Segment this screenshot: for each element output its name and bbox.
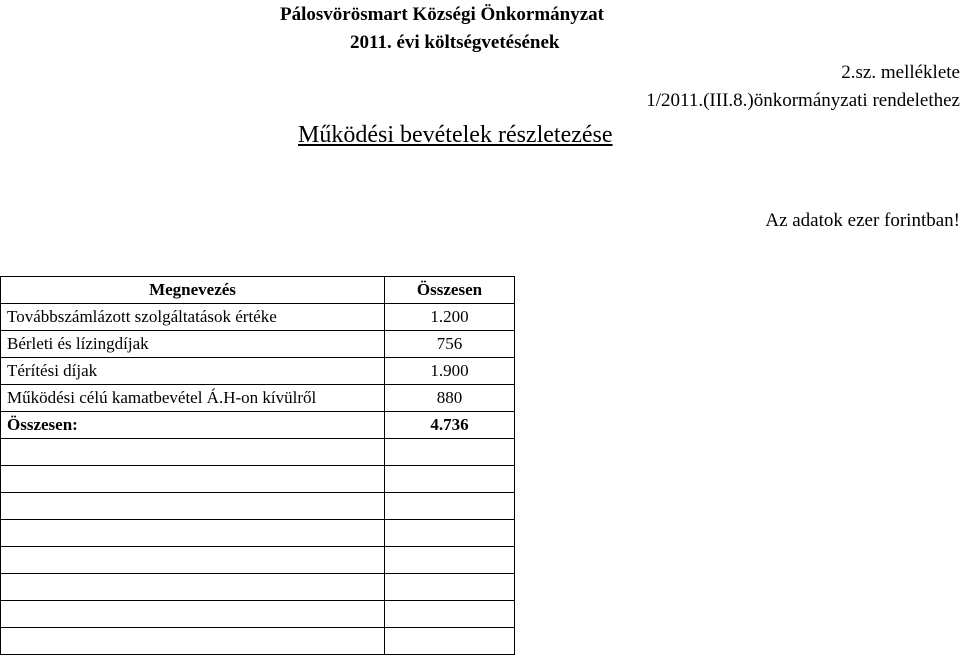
empty-cell	[1, 601, 385, 628]
total-label: Összesen:	[1, 412, 385, 439]
empty-row	[1, 493, 515, 520]
empty-row	[1, 601, 515, 628]
empty-cell	[385, 520, 515, 547]
row-value: 880	[385, 385, 515, 412]
column-header-name: Megnevezés	[1, 277, 385, 304]
empty-row	[1, 547, 515, 574]
row-value: 756	[385, 331, 515, 358]
column-header-total: Összesen	[385, 277, 515, 304]
table-row	[1, 385, 515, 412]
empty-cell	[1, 493, 385, 520]
document-title: Pálosvörösmart Községi Önkormányzat	[280, 4, 605, 25]
row-value: 1.200	[385, 304, 515, 331]
annex-number: 2.sz. melléklete	[841, 62, 960, 83]
empty-cell	[385, 493, 515, 520]
empty-cell	[1, 439, 385, 466]
document-subtitle-year: 2011. évi költségvetésének	[350, 32, 560, 53]
table-row	[1, 304, 515, 331]
empty-cell	[385, 574, 515, 601]
empty-cell	[1, 574, 385, 601]
empty-cell	[1, 628, 385, 655]
empty-row	[1, 466, 515, 493]
revenue-table	[0, 276, 515, 655]
empty-cell	[1, 547, 385, 574]
table-row	[1, 331, 515, 358]
empty-cell	[385, 601, 515, 628]
row-name: Bérleti és lízingdíjak	[1, 331, 385, 358]
empty-row	[1, 439, 515, 466]
table-header-row	[1, 277, 515, 304]
empty-cell	[385, 628, 515, 655]
total-value: 4.736	[385, 412, 515, 439]
row-name: Működési célú kamatbevétel Á.H-on kívülről	[1, 385, 385, 412]
empty-cell	[1, 466, 385, 493]
table-row	[1, 358, 515, 385]
empty-cell	[385, 466, 515, 493]
empty-cell	[385, 439, 515, 466]
empty-row	[1, 520, 515, 547]
decree-reference: 1/2011.(III.8.)önkormányzati rendelethez	[646, 90, 960, 111]
unit-note: Az adatok ezer forintban!	[765, 210, 960, 231]
row-value: 1.900	[385, 358, 515, 385]
empty-cell	[1, 520, 385, 547]
empty-row	[1, 628, 515, 655]
empty-row	[1, 574, 515, 601]
section-heading: Működési bevételek részletezése	[298, 122, 613, 148]
table-total-row	[1, 412, 515, 439]
row-name: Térítési díjak	[1, 358, 385, 385]
row-name: Továbbszámlázott szolgáltatások értéke	[1, 304, 385, 331]
empty-cell	[385, 547, 515, 574]
